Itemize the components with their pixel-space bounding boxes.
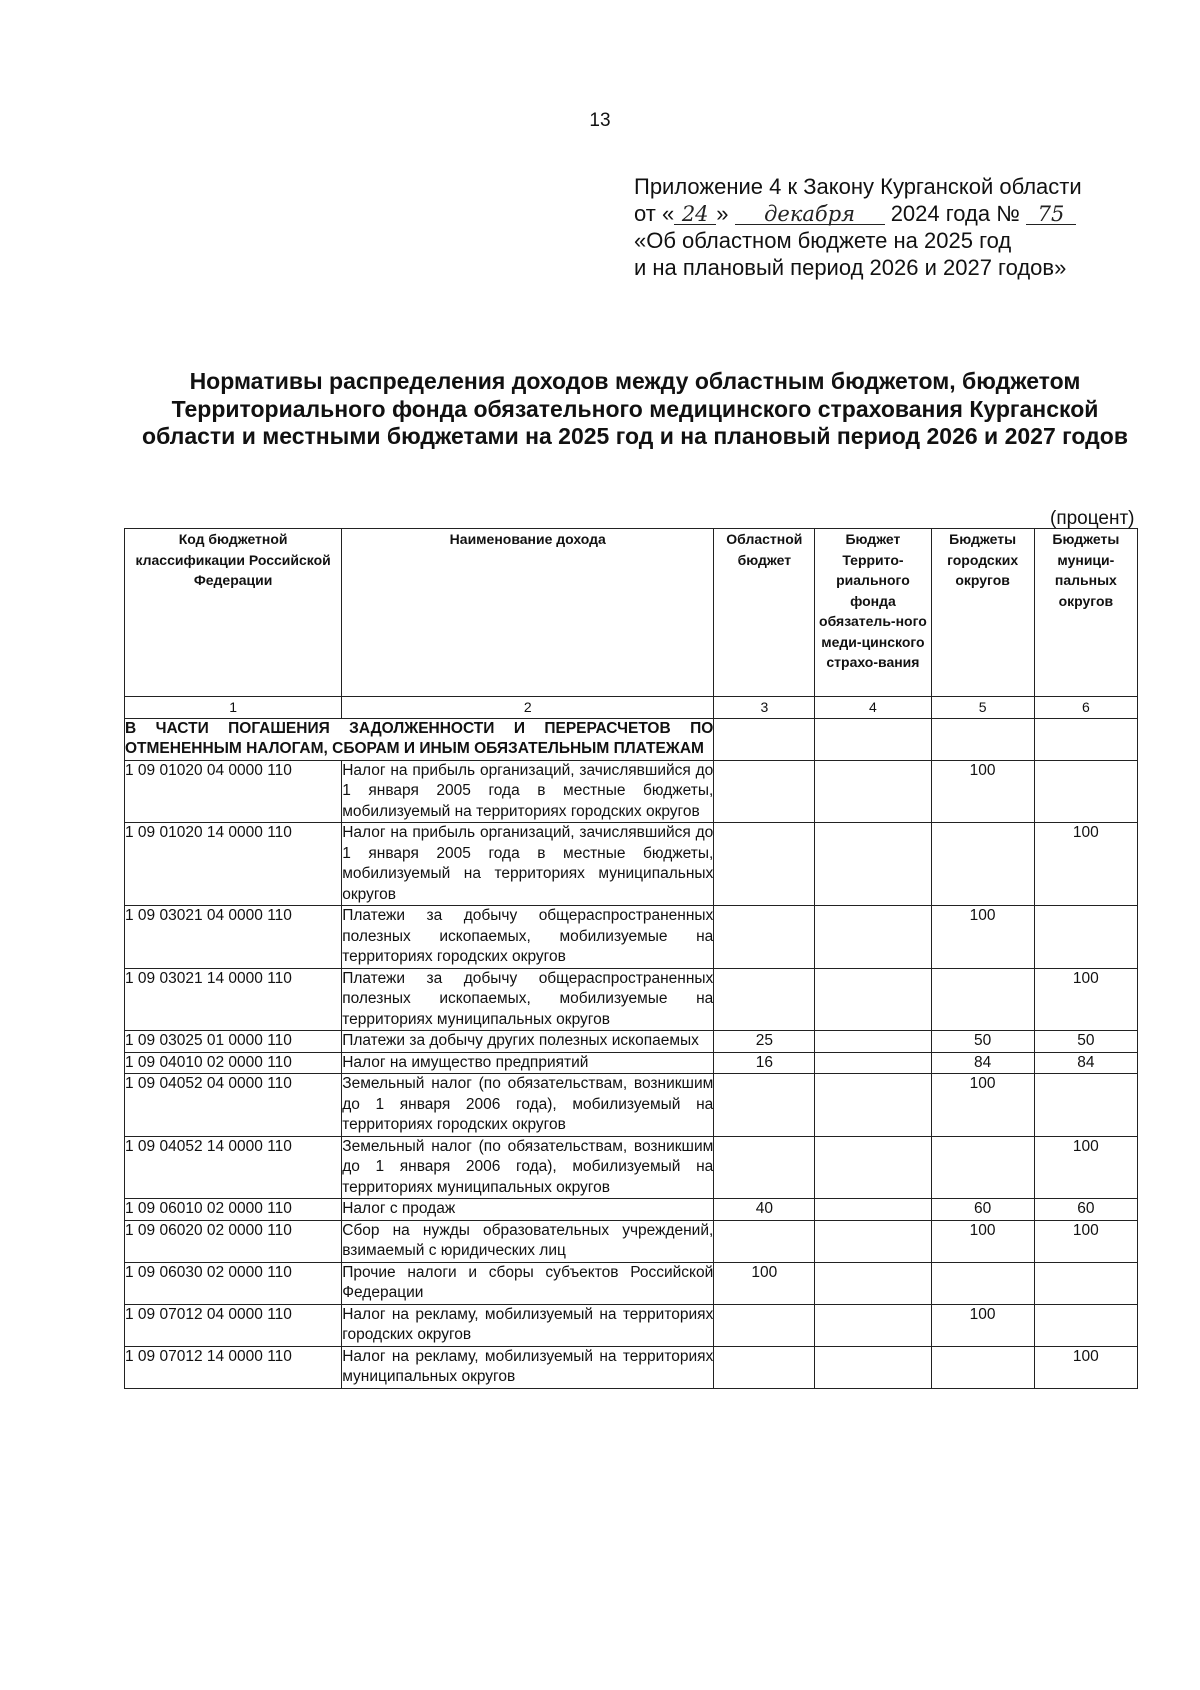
income-code: 1 09 04052 14 0000 110	[125, 1136, 342, 1199]
income-code: 1 09 07012 14 0000 110	[125, 1346, 342, 1388]
municipal-budgets-value: 50	[1034, 1031, 1137, 1053]
table-row	[125, 760, 1138, 823]
table-row	[125, 1052, 1138, 1074]
table-header-row	[125, 529, 1138, 697]
income-code: 1 09 01020 14 0000 110	[125, 823, 342, 906]
page-number: 13	[589, 110, 611, 131]
income-name: Прочие налоги и сборы субъектов Российской Федерации	[342, 1262, 714, 1304]
document-title: Нормативы распределения доходов между областным бюджетом, бюджетом Территориального фонда обязательного медицинского страхования Курганской области и местными бюджетами на 2025 год и на плановый период 2026 и 2027 годов	[142, 368, 1128, 449]
column-number: 3	[714, 697, 815, 719]
regional-budget-value	[714, 1074, 815, 1137]
tfoms-value	[815, 1262, 931, 1304]
urban-budgets-value	[931, 1262, 1034, 1304]
handwritten-day: 24	[674, 204, 716, 225]
municipal-budgets-value	[1034, 760, 1137, 823]
tfoms-value	[815, 1346, 931, 1388]
table-cell	[931, 718, 1034, 760]
regional-budget-value: 40	[714, 1199, 815, 1221]
income-code: 1 09 03025 01 0000 110	[125, 1031, 342, 1053]
column-number: 1	[125, 697, 342, 719]
income-code: 1 09 04010 02 0000 110	[125, 1052, 342, 1074]
table-row	[125, 823, 1138, 906]
table-row	[125, 1346, 1138, 1388]
regional-budget-value: 16	[714, 1052, 815, 1074]
table-cell	[815, 718, 931, 760]
regional-budget-value: 100	[714, 1262, 815, 1304]
column-number: 5	[931, 697, 1034, 719]
table-cell	[714, 718, 815, 760]
year-text: 2024 года №	[890, 201, 1020, 226]
table-row	[125, 1136, 1138, 1199]
regional-budget-value	[714, 1304, 815, 1346]
income-name: Налог на рекламу, мобилизуемый на территориях городских округов	[342, 1304, 714, 1346]
income-code: 1 09 01020 04 0000 110	[125, 760, 342, 823]
income-code: 1 09 03021 14 0000 110	[125, 968, 342, 1031]
regional-budget-value: 25	[714, 1031, 815, 1053]
municipal-budgets-value: 100	[1034, 1346, 1137, 1388]
income-name: Земельный налог (по обязательствам, возникшим до 1 января 2006 года), мобилизуемый на территориях городских округов	[342, 1074, 714, 1137]
income-code: 1 09 06010 02 0000 110	[125, 1199, 342, 1221]
header-regional-budget: Областной бюджет	[714, 529, 815, 697]
municipal-budgets-value: 60	[1034, 1199, 1137, 1221]
table-row	[125, 1220, 1138, 1262]
regional-budget-value	[714, 906, 815, 969]
distribution-norms-table	[124, 528, 1138, 1389]
header-name: Наименование дохода	[342, 529, 714, 697]
appendix-date-line	[634, 200, 1174, 227]
income-name: Платежи за добычу других полезных ископаемых	[342, 1031, 714, 1053]
header-code: Код бюджетной классификации Российской Федерации	[125, 529, 342, 697]
municipal-budgets-value	[1034, 1262, 1137, 1304]
regional-budget-value	[714, 968, 815, 1031]
column-number: 6	[1034, 697, 1137, 719]
appendix-line-1: Приложение 4 к Закону Курганской области	[634, 174, 1082, 199]
tfoms-value	[815, 906, 931, 969]
column-number: 4	[815, 697, 931, 719]
income-code: 1 09 03021 04 0000 110	[125, 906, 342, 969]
section-title: В ЧАСТИ ПОГАШЕНИЯ ЗАДОЛЖЕННОСТИ И ПЕРЕРАСЧЕТОВ ПО ОТМЕНЕННЫМ НАЛОГАМ, СБОРАМ И ИНЫМ ОБЯЗАТЕЛЬНЫМ ПЛАТЕЖАМ	[125, 718, 714, 760]
income-name: Налог с продаж	[342, 1199, 714, 1221]
municipal-budgets-value: 84	[1034, 1052, 1137, 1074]
date-prefix: от «	[634, 201, 675, 226]
urban-budgets-value: 100	[931, 760, 1034, 823]
income-code: 1 09 04052 04 0000 110	[125, 1074, 342, 1137]
income-name: Налог на прибыль организаций, зачислявшийся до 1 января 2005 года в местные бюджеты, мобилизуемый на территориях городских округов	[342, 760, 714, 823]
tfoms-value	[815, 968, 931, 1031]
urban-budgets-value: 100	[931, 1304, 1034, 1346]
income-code: 1 09 06020 02 0000 110	[125, 1220, 342, 1262]
tfoms-value	[815, 1052, 931, 1074]
tfoms-value	[815, 823, 931, 906]
tfoms-value	[815, 1074, 931, 1137]
urban-budgets-value	[931, 823, 1034, 906]
column-numbers-row	[125, 697, 1138, 719]
urban-budgets-value: 60	[931, 1199, 1034, 1221]
date-mid: »	[716, 201, 729, 226]
urban-budgets-value: 84	[931, 1052, 1034, 1074]
header-municipal-budgets: Бюджеты муници-пальных округов	[1034, 529, 1137, 697]
municipal-budgets-value: 100	[1034, 1220, 1137, 1262]
municipal-budgets-value	[1034, 906, 1137, 969]
municipal-budgets-value: 100	[1034, 823, 1137, 906]
table-row	[125, 1031, 1138, 1053]
table-row	[125, 1199, 1138, 1221]
table-cell	[1034, 718, 1137, 760]
urban-budgets-value	[931, 1346, 1034, 1388]
tfoms-value	[815, 1136, 931, 1199]
regional-budget-value	[714, 1220, 815, 1262]
municipal-budgets-value: 100	[1034, 968, 1137, 1031]
tfoms-value	[815, 1304, 931, 1346]
income-name: Платежи за добычу общераспространенных полезных ископаемых, мобилизуемые на территориях муниципальных округов	[342, 968, 714, 1031]
tfoms-value	[815, 1199, 931, 1221]
regional-budget-value	[714, 1346, 815, 1388]
unit-label: (процент)	[1050, 508, 1135, 529]
table-row	[125, 906, 1138, 969]
handwritten-law-number: 75	[1026, 204, 1076, 225]
urban-budgets-value: 100	[931, 1074, 1034, 1137]
appendix-line-3: «Об областном бюджете на 2025 год	[634, 228, 1012, 253]
tfoms-value	[815, 1031, 931, 1053]
municipal-budgets-value	[1034, 1304, 1137, 1346]
municipal-budgets-value	[1034, 1074, 1137, 1137]
regional-budget-value	[714, 1136, 815, 1199]
income-code: 1 09 06030 02 0000 110	[125, 1262, 342, 1304]
handwritten-month: декабря	[735, 204, 885, 225]
column-number: 2	[342, 697, 714, 719]
tfoms-value	[815, 760, 931, 823]
urban-budgets-value	[931, 968, 1034, 1031]
income-name: Налог на имущество предприятий	[342, 1052, 714, 1074]
table-row	[125, 1304, 1138, 1346]
income-name: Сбор на нужды образовательных учреждений, взимаемый с юридических лиц	[342, 1220, 714, 1262]
table-row	[125, 968, 1138, 1031]
municipal-budgets-value: 100	[1034, 1136, 1137, 1199]
section-row	[125, 718, 1138, 760]
table-row	[125, 1262, 1138, 1304]
income-name: Платежи за добычу общераспространенных полезных ископаемых, мобилизуемые на территориях городских округов	[342, 906, 714, 969]
appendix-block	[634, 173, 1174, 281]
income-name: Налог на прибыль организаций, зачислявшийся до 1 января 2005 года в местные бюджеты, мобилизуемый на территориях муниципальных округов	[342, 823, 714, 906]
urban-budgets-value: 100	[931, 906, 1034, 969]
header-urban-budgets: Бюджеты городских округов	[931, 529, 1034, 697]
regional-budget-value	[714, 823, 815, 906]
income-name: Налог на рекламу, мобилизуемый на территориях муниципальных округов	[342, 1346, 714, 1388]
urban-budgets-value: 100	[931, 1220, 1034, 1262]
regional-budget-value	[714, 760, 815, 823]
header-tfoms-budget: Бюджет Террито-риального фонда обязатель-ного меди-цинского страхо-вания	[815, 529, 931, 697]
urban-budgets-value	[931, 1136, 1034, 1199]
income-name: Земельный налог (по обязательствам, возникшим до 1 января 2006 года), мобилизуемый на территориях муниципальных округов	[342, 1136, 714, 1199]
tfoms-value	[815, 1220, 931, 1262]
income-code: 1 09 07012 04 0000 110	[125, 1304, 342, 1346]
appendix-line-4: и на плановый период 2026 и 2027 годов»	[634, 255, 1067, 280]
table-row	[125, 1074, 1138, 1137]
urban-budgets-value: 50	[931, 1031, 1034, 1053]
